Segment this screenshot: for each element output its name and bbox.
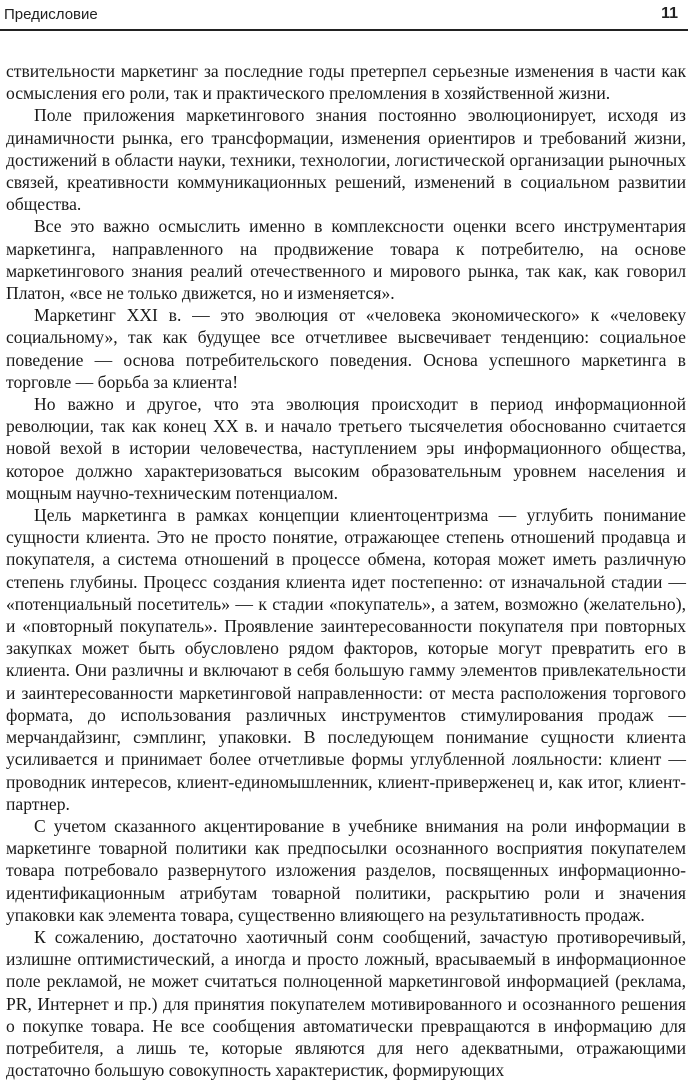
paragraph: С учетом сказанного акцентирование в учебнике внимания на роли информации в маркетинге товарной политики как предпосылки осознанного восприятия покупателем товара потребовало развернутого изложения разделов, посвященных информационно-идентификационным атрибутам товарной политики, раскрытию роли и значения упаковки как элемента товара, существенно влияющего на результативность продаж. [6, 815, 686, 925]
header-rule [0, 29, 688, 31]
body-text [6, 60, 686, 1081]
page-number: 11 [661, 5, 678, 22]
paragraph-continued: ствительности маркетинг за последние годы претерпел серьезные изменения в части как осмысления его роли, так и практического преломления в хозяйственной жизни. [6, 61, 686, 104]
paragraph: Но важно и другое, что эта эволюция происходит в период информационной революции, так как конец XX в. и начало третьего тысячелетия обоснованно считается новой вехой в истории человечества, наступлением эры информационного общества, которое должно характеризоваться высоким образовательным уровнем населения и мощным научно-техническим потенциалом. [6, 394, 686, 503]
paragraph: Поле приложения маркетингового знания постоянно эволюционирует, исходя из динамичности рынка, его трансформации, изменения ориентиров и требований жизни, достижений в области науки, техники, технологии, логистической организации рыночных связей, креативности коммуникационных решений, изменений в социальном развитии общества. [6, 105, 686, 215]
running-header [0, 0, 692, 34]
paragraph: Маркетинг XXI в. — это эволюция от «человека экономического» к «человеку социальному», так как будущее все отчетливее высвечивает тенденцию: социальное поведение — основа потребительского поведения. Основа успешного маркетинга в торговле — борьба за клиента! [6, 305, 686, 392]
paragraph: Все это важно осмыслить именно в комплексности оценки всего инструментария маркетинга, направленного на продвижение товара к потребителю, на основе маркетингового знания реалий отечественного и мирового рынка, так как, как говорил Платон, «все не только движется, но и изменяется». [6, 216, 686, 304]
paragraph: Цель маркетинга в рамках концепции клиентоцентризма — углубить понимание сущности клиента. Это не просто понятие, отражающее степень отношений продавца и покупателя, а система отношений в процессе обмена, которая может иметь различную степень глубины. Процесс создания клиента идет постепенно: от изначальной стадии — «потенциальный посетитель» — к стадии «покупатель», а затем, возможно (желательно), и «повторный покупатель». Проявление заинтересованности покупателя при повторных закупках может быть обусловлено рядом факторов, которые могут превратить его в клиента. Они различны и включают в себя большую гамму элементов привлекательности и заинтересованности маркетинговой направленности: от места расположения торгового формата, до использования различных инструментов стимулирования продаж — мерчандайзинг, сэмплинг, упаковки. В последующем понимание сущности клиента усиливается и принимает более отчетливые формы углубленной лояльности: клиент — проводник интересов, клиент-единомышленник, клиент-приверженец и, как итог, клиент-партнер. [6, 505, 686, 814]
chapter-title: Предисловие [4, 6, 98, 23]
paragraph: К сожалению, достаточно хаотичный сонм сообщений, зачастую противоречивый, излишне оптимистический, а иногда и просто ложный, врасываемый в информационное поле рекламой, не может считаться полноценной маркетинговой информацией (реклама, PR, Интернет и пр.) для принятия покупателем мотивированного и осознанного решения о покупке товара. Не все сообщения автоматически превращаются в информацию для потребителя, а лишь те, которые являются для него адекватными, отражающими достаточно большую совокупность характеристик, формирующих [6, 926, 686, 1081]
